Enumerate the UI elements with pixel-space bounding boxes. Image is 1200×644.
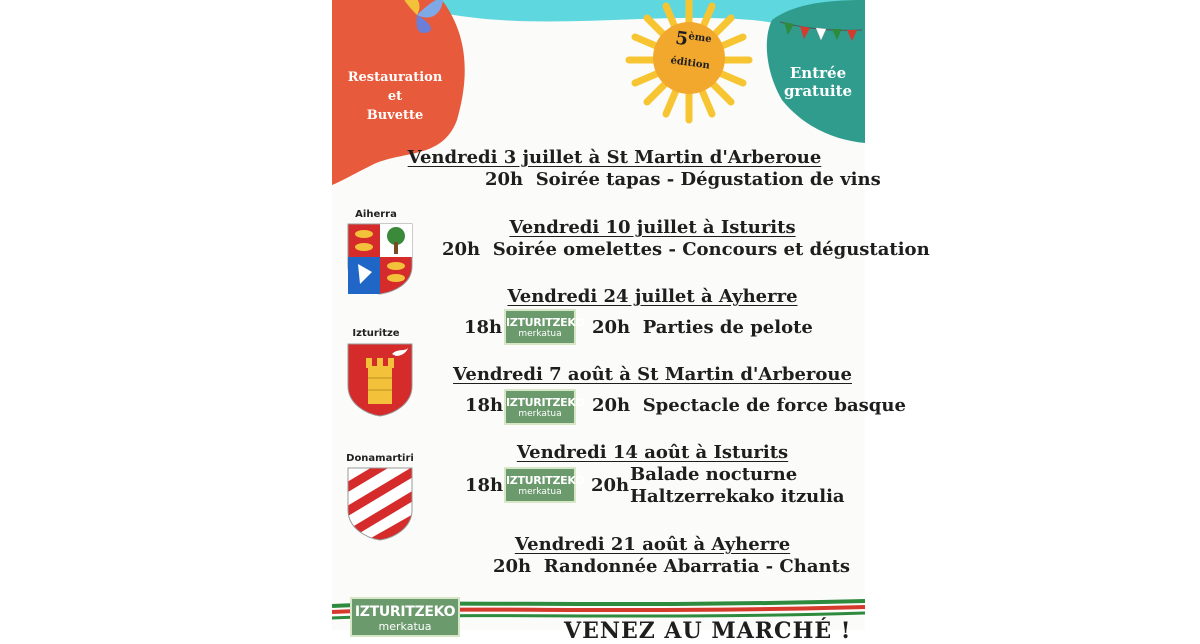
entree-gratuite-label — [772, 64, 864, 100]
merkatua-badge — [504, 309, 585, 345]
restauration-text: Restauration — [347, 70, 443, 85]
edition-number: 5 — [674, 27, 690, 51]
event-6-date: Vendredi 21 août à Ayherre — [514, 534, 791, 555]
event-5-time: 20h — [591, 475, 630, 496]
event-2-date: Vendredi 10 juillet à Isturits — [509, 217, 796, 238]
event-4-activity: Spectacle de force basque — [642, 395, 906, 416]
event-5-market-time: 18h — [465, 475, 504, 496]
event-1-date: Vendredi 3 juillet à St Martin d'Arberoue — [407, 147, 822, 168]
commune-name-aiherra: Aiherra — [355, 209, 397, 220]
badge-subtitle: merkatua — [378, 620, 432, 633]
et-text: et — [387, 89, 403, 104]
footer-merkatua-badge — [350, 597, 460, 637]
edition-label — [660, 26, 725, 74]
event-2-activity: Soirée omelettes - Concours et dégustation — [492, 239, 930, 260]
event-4-market-time: 18h — [465, 395, 504, 416]
event-4-time: 20h — [592, 395, 631, 416]
commune-name-izturitze: Izturitze — [352, 328, 400, 339]
edition-suffix: ème — [687, 31, 713, 46]
event-2-time: 20h — [442, 239, 481, 260]
event-3-activity: Parties de pelote — [642, 317, 813, 338]
event-1-details — [485, 169, 881, 190]
badge-title: IZTURITZEKO — [506, 474, 585, 487]
badge-subtitle: merkatua — [518, 329, 562, 339]
badge-subtitle: merkatua — [518, 409, 562, 419]
event-1-time: 20h — [485, 169, 524, 190]
donamartiri-crest-icon — [346, 466, 414, 540]
event-4-date: Vendredi 7 août à St Martin d'Arberoue — [453, 364, 852, 385]
event-6-activity: Randonnée Abarratia - Chants — [543, 556, 851, 577]
merkatua-badge — [504, 389, 585, 425]
commune-name-donamartiri: Donamartiri — [346, 453, 414, 464]
merkatua-badge — [504, 467, 585, 503]
event-5-date: Vendredi 14 août à Isturits — [516, 442, 789, 463]
event-6-time: 20h — [493, 556, 532, 577]
event-3-time: 20h — [592, 317, 631, 338]
event-2-details — [442, 239, 930, 260]
event-poster — [332, 0, 930, 644]
event-3-details — [592, 317, 813, 338]
event-1-activity: Soirée tapas - Dégustation de vins — [535, 169, 881, 190]
gratuite-text: gratuite — [783, 82, 853, 100]
edition-word: édition — [669, 55, 711, 72]
buvette-text: Buvette — [366, 108, 424, 123]
event-3-market-time: 18h — [464, 317, 503, 338]
event-6-details — [493, 556, 850, 577]
entree-text: Entrée — [789, 64, 847, 82]
event-3-date: Vendredi 24 juillet à Ayherre — [507, 286, 798, 307]
event-5-activity-line2: Haltzerrekako itzulia — [630, 486, 845, 507]
badge-title: IZTURITZEKO — [354, 604, 456, 620]
badge-subtitle: merkatua — [518, 487, 562, 497]
badge-title: IZTURITZEKO — [506, 316, 585, 329]
badge-title: IZTURITZEKO — [506, 396, 585, 409]
event-4-details — [592, 395, 906, 416]
restauration-label — [336, 68, 454, 125]
event-5-activity-line1: Balade nocturne — [630, 464, 798, 485]
footer-slogan: VENEZ AU MARCHÉ ! — [564, 618, 852, 644]
